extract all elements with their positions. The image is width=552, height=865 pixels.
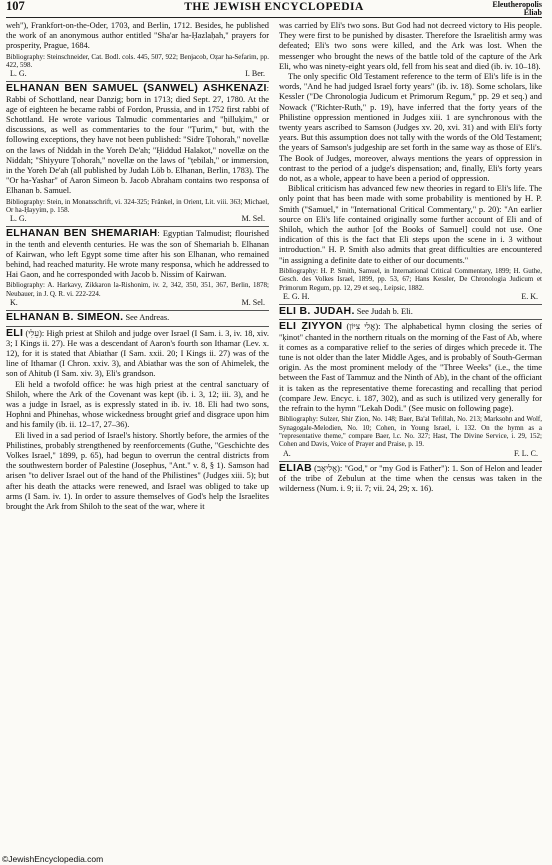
bibliography: Bibliography: Steinschneider, Cat. Bodl. cols. 445, 507, 922; Benjacob, Oẓar ha-Sefarim, pp. 422, 598.: [6, 52, 269, 70]
entry-body: : "God," or "my God is Father"): 1. Son of Helon and leader of the tribe of Zebulun at the time when the census was taken in the wilderness (Num. i. 9; ii. 7; vii. 24, 29; x. 16).: [279, 463, 542, 494]
page-number: 107: [6, 0, 25, 13]
entry-range-end: Eliab: [523, 8, 542, 17]
cross-reference: See Andreas.: [123, 313, 170, 323]
signature-line: [6, 298, 269, 308]
signature-author: M. Sel.: [241, 214, 265, 224]
entry-body: : The alphabetical hymn closing the series of "ḳinot" chanted in the northern rituals on the morning of the Fast of Ab, where it comes as a comparative relief to the series of dirges which precede it. The tune is not older than the later Middle Ages, and is probably of South-German origin. As the most prominent melody of the "Three Weeks" (i.e., the time between the Fast of Tammuz and the Ninth of Ab), in the chant of the officiant it is taken as the representative theme forecasting and recalling that period (compare Jew. Encyc. i. 187, 302), and as such is utilized very generally for the refrain to the hymn "Lekah Dodi." (See music on following page).: [279, 322, 542, 413]
signature-author: E. K.: [521, 292, 538, 302]
signature-initials: K.: [10, 298, 18, 308]
entry-paragraph: Eli lived in a sad period of Israel's history. Shortly before, the armies of the Philistines, probably strengthened by reenforcements (Guthe, "Geschichte des Volkes Israel," 1899, p. 65), had begun to overrun the central districts from the southwestern border of Palestine (Josephus, "Ant." v. 8, § 1). Samson had arisen "to deliver Israel out of the hand of the Philistines" (Judges xiii. 5); but after his death the attacks were renewed, and Israel was obliged to take up arms (I Sam. iv. 1). In order to assure themselves of God's help the Israelites brought the Ark from Shiloh to the seat of the war, where it: [6, 430, 269, 511]
entry-headword: ELIAB: [279, 461, 312, 474]
signature-author: I. Ber.: [245, 69, 265, 79]
bibliography: Bibliography: Sulzer, Shir Ẓion, No. 148; Baer, Ba'al Tefillah, No. 213; Marksohn and Wolf, Synagogale-Melodien, No. 10; Cohen, in Young Israel, i. 132. On the hymn as a "representative theme," compare Baer, l.c. No. 327; Hast, The Divine Service, i. 29, 152; Cohen and Davis, Voice of Prayer and Praise, p. 19.: [279, 415, 542, 449]
entry-eli-b-judah: [279, 306, 542, 317]
entry-elhanan-ben-samuel: [6, 83, 269, 196]
signature-line: [279, 449, 542, 459]
signature-line: [6, 69, 269, 79]
hebrew-name: (אֱלִי צִיּוֹן): [342, 322, 379, 332]
entry-eli: [6, 328, 269, 380]
cross-reference: See Judah b. Eli.: [354, 307, 413, 317]
bibliography: Bibliography: A. Harkavy, Zikkaron la-Rishonim, iv. 2, 342, 350, 351, 367, Berlin, 1878; Neubauer, in J. Q. R. vi. 222-224.: [6, 281, 269, 298]
bibliography: Bibliography: Stein, in Monatsschrift, vi. 324-325; Fränkel, in Orient, Lit. viii. 363; Michael, Or ha-Ḥayyim, p. 158.: [6, 197, 269, 215]
entry-range: [492, 1, 542, 17]
entry-headword: ELHANAN B. SIMEON.: [6, 311, 124, 324]
entry-eli-ziyyon: [279, 321, 542, 414]
entry-elhanan-b-simeon: [6, 312, 269, 323]
watermark: ©JewishEncyclopedia.com: [2, 853, 104, 864]
continued-text: was carried by Eli's two sons. But God had not decreed victory to His people. They were first to be punished by disaster. Therefore the Israelitish army was defeated; Eli's two sons were killed, and the Ark was lost. When the messenger who brought the news of the battle told of the capture of the Ark Eli, who was ninety-eight years old, fell from his seat and died (ib. iv. 10–18).: [279, 21, 542, 71]
entry-headword: ELI ẒIYYON: [279, 320, 343, 333]
entry-paragraph: The only specific Old Testament reference to the term of Eli's life is in the words, "And he had judged Israel forty years" (ib. iv. 18). Some scholars, like Kessler ("De Chronologia Judicum et Primorum Regum," pp. 29 et seq.) and Nowack ("Richter-Ruth," p. 19), have inferred that the forty years of the Philistine oppression mentioned in Judges xiii. 1 are synchronous with the twenty years ascribed to Samson (Judges xv. 20, xvi. 31) and with Eli's forty years. But this assumption does not tally with the words of the Old Testament; the years of Samson's judgeship are set forth in the same way as those of Eli's. The Book of Judges, moreover, always mentions the years of oppression in contrast to the period of a judge's dispensation; and, finally, Eli's forty years do not, as a whole, appear to have been a period of oppression.: [279, 72, 542, 184]
entry-headword: ELHANAN BEN SAMUEL (SANWEL) ASHKENAZI: [6, 82, 267, 95]
continued-text: weh"), Frankfort-on-the-Oder, 1703, and Berlin, 1712. Besides, he published the work of an anonymous author entitled "Sha'ar ha-Ḥazlaḥah," prayers for prosperity, Prague, 1684.: [6, 21, 269, 51]
entry-headword: ELI: [6, 326, 24, 339]
column-left: [6, 21, 269, 512]
page-header: [6, 0, 542, 18]
entry-paragraph: Biblical criticism has advanced few new theories in regard to Eli's life. The only point that has been made with some probability is mentioned by H. P. Smith ("Samuel," in "International Critical Commentary," p. 20): "An earlier source on Eli's life contained originally some further account of Eli and of Shiloh, which the author [of the Books of Samuel] could not use. One indication of this is the fact that Eli steps upon the scene in i. 3 without introduction." H. P. Smith also admits that great difficulties are encountered "in assigning a definite date to either of our documents.": [279, 184, 542, 265]
entry-body: : Egyptian Talmudist; flourished in the tenth and eleventh centuries. He was the son of Shemariah b. Elhanan of Kairwan, who left Egypt some time after his son Elhanan, who remained behind, had reached maturity. He wrote many responsa, which he addressed to Hai Gaon, and he corresponded with Jacob b. Nissim of Kairwan.: [6, 229, 269, 280]
hebrew-name: (עֵלִי): [23, 328, 42, 338]
entry-range-start: Eleutheropolis: [492, 0, 542, 9]
entry-eliab: [279, 463, 542, 495]
entry-paragraph: Eli held a twofold office: he was high priest at the central sanctuary of Shiloh, where the Ark of the Covenant was kept (ib. i. 3, 12; iii. 3), and he was a judge in Israel, as is expressly stated in ib. iv. 18. Eli had two sons, Hophni and Phinehas, whose wickedness brought grief and disgrace upon him and his family (ib. ii. 12–17, 27–36).: [6, 379, 269, 430]
entry-elhanan-ben-shemariah: [6, 228, 269, 280]
signature-line: [279, 292, 542, 302]
bibliography: Bibliography: H. P. Smith, Samuel, in International Critical Commentary, 1899; H. Guthe, Gesch. des Volkes Israel, 1899, pp. 53, 67; Hans Kessler, De Chronologia Judicum et Primorum Regum, pp. 12, 29 et seq., Leipsic, 1882.: [279, 266, 542, 292]
column-right: [279, 21, 542, 512]
entry-body: : High priest at Shiloh and judge over Israel (I Sam. i. 3, iv. 18, xiv. 3; I Kings ii. 27). He was a descendant of Aaron's fourth son Ithamar (Lev. x. 12), for it is stated that Abiathar (I Sam. xxii. 20; I Kings ii. 27) was of the line of Ithamar (I Chron. xxiv. 3), and Abiathar was the son of Ahimelek, the son of Ahitub (I Sam. xiv. 3), Eli's grandson.: [6, 328, 269, 379]
entry-headword: ELI B. JUDAH.: [279, 305, 355, 318]
signature-initials: L. G.: [10, 69, 27, 79]
signature-author: M. Sel.: [241, 298, 265, 308]
signature-line: [6, 214, 269, 224]
signature-initials: L. G.: [10, 214, 27, 224]
entry-body: : Rabbi of Schottland, near Danzig; born in 1713; died Sept. 27, 1780. At the age of eighteen he became rabbi of Fordon, Prussia, and in 1752 first rabbi of Schottland. He wrote various Talmudic commentaries and "ḥilluḳim," or discussions, as well as commentaries to the four "Ṭurim," but, with the following exceptions, they have not been published: "Sidre Ṭohorah," novellæ on the laws of Niddah in the Yoreh De'ah; "Ḥiddud Halakot," novellæ on the Niddah; "Shiyyure Ṭohorah," novellæ on the laws of "ṭebilah," or immersion, in the Yoreh De'ah (all published by Judah Löb b. Elhanan, Berlin, 1783). The "Or ha-Yashar" of Aaron Simeon b. Jacob Abraham contains two responsa of Elhanan b. Samuel.: [6, 84, 269, 196]
signature-initials: A.: [283, 448, 291, 458]
columns: [6, 18, 542, 512]
page-title: THE JEWISH ENCYCLOPEDIA: [184, 1, 364, 13]
hebrew-name: (אֱלִיאָב): [312, 463, 340, 473]
signature-initials: E. G. H.: [283, 292, 310, 302]
entry-headword: ELHANAN BEN SHEMARIAH: [6, 227, 158, 240]
signature-author: F. L. C.: [513, 448, 538, 458]
